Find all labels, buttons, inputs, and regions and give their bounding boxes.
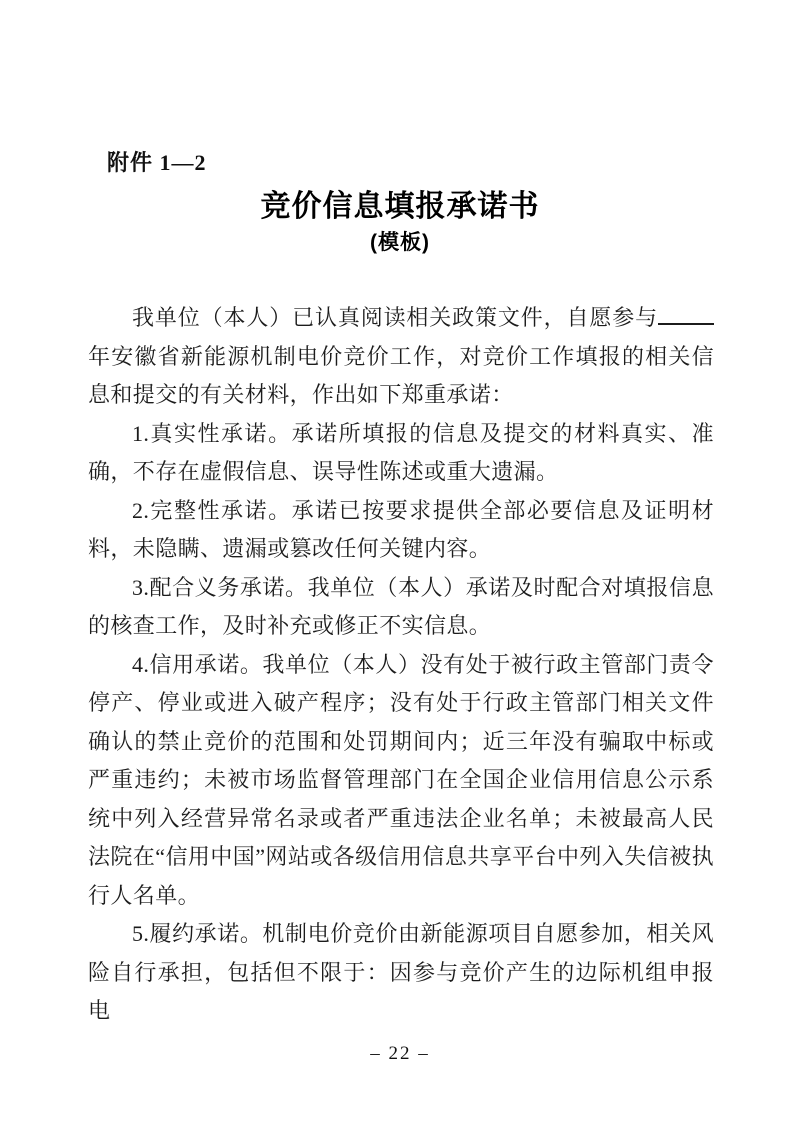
commitment-paragraph-4: 4.信用承诺。我单位（本人）没有处于被行政主管部门责令停产、停业或进入破产程序；没有处于行政主管部门相关文件确认的禁止竞价的范围和处罚期间内；近三年没有骗取中标或严重违约；未被市场监督管理部门在全国企业信用信息公示系统中列入经营异常名录或者严重违法企业名单；未被最高人民法院在“信用中国”网站或各级信用信息共享平台中列入失信被执行人名单。 <box>88 651 714 908</box>
intro-paragraph <box>88 299 714 415</box>
attachment-label: 附件 1—2 <box>107 150 207 175</box>
intro-tail-text: 年安徽省新能源机制电价竞价工作，对竞价工作填报的相关信息和提交的有关材料，作出如下郑重承诺： <box>88 343 714 407</box>
commitment-paragraph-5: 5.履约承诺。机制电价竞价由新能源项目自愿参加，相关风险自行承担，包括但不限于：因参与竞价产生的边际机组申报电 <box>88 921 714 1023</box>
page-number: – 22 – <box>370 1043 430 1064</box>
intro-lead-text: 我单位（本人）已认真阅读相关政策文件，自愿参与 <box>132 305 658 330</box>
fill-in-blank-year <box>658 301 714 325</box>
document-title: 竞价信息填报承诺书 <box>260 190 540 223</box>
commitment-paragraph-2: 2.完整性承诺。承诺已按要求提供全部必要信息及证明材料，未隐瞒、遗漏或篡改任何关键内容。 <box>88 497 714 561</box>
document-subtitle: (模板) <box>370 231 430 254</box>
commitment-paragraph-1: 1.真实性承诺。承诺所填报的信息及提交的材料真实、准确，不存在虚假信息、误导性陈述或重大遗漏。 <box>88 420 714 484</box>
document-body <box>88 299 714 1031</box>
commitment-paragraph-3: 3.配合义务承诺。我单位（本人）承诺及时配合对填报信息的核查工作，及时补充或修正不实信息。 <box>88 574 714 638</box>
